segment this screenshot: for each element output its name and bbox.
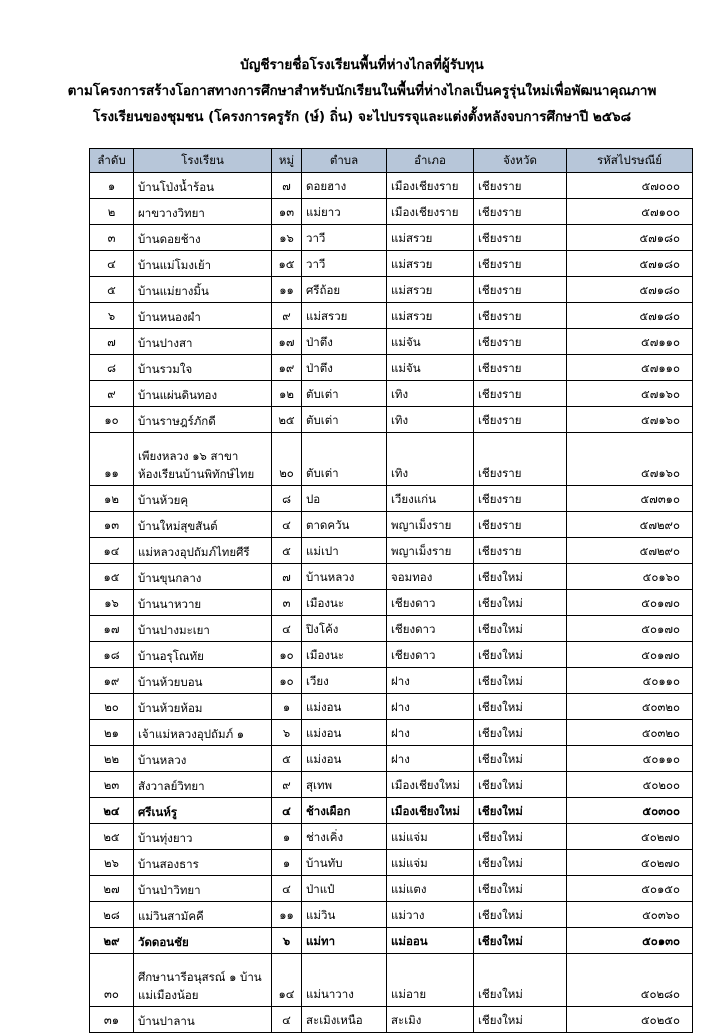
table-row	[90, 850, 693, 876]
amphoe-cell: เชียงดาว	[387, 590, 474, 616]
table-row	[90, 433, 693, 486]
school-name-cell: ศรีเนห์รู	[134, 798, 272, 824]
school-name-cell: บ้านอรุโณทัย	[134, 642, 272, 668]
school-name-cell: บ้านใหม่สุขสันต์	[134, 512, 272, 538]
tambon-cell: ช้างเผือก	[302, 798, 387, 824]
tambon-cell: เมืองนะ	[302, 642, 387, 668]
amphoe-cell: แม่จัน	[387, 355, 474, 381]
village-number-cell: ๑๗	[272, 329, 302, 355]
tambon-cell: แม่เปา	[302, 538, 387, 564]
school-name-cell: บ้านสองธาร	[134, 850, 272, 876]
table-row	[90, 642, 693, 668]
postal-code-cell: ๕๗๑๐๐	[567, 199, 693, 225]
header-moo: หมู่	[272, 149, 302, 173]
amphoe-cell: แม่สรวย	[387, 225, 474, 251]
school-name-cell: เพียงหลวง ๑๖ สาขาห้องเรียนบ้านพิทักษ์ไทย	[134, 433, 272, 486]
postal-code-cell: ๕๐๑๑๐	[567, 668, 693, 694]
school-name-cell: บ้านขุนกลาง	[134, 564, 272, 590]
school-name-cell: บ้านโป่งน้ำร้อน	[134, 173, 272, 199]
postal-code-cell: ๕๗๐๐๐	[567, 173, 693, 199]
tambon-cell: วาวี	[302, 251, 387, 277]
amphoe-cell: แม่อาย	[387, 954, 474, 1007]
postal-code-cell: ๕๐๑๗๐	[567, 590, 693, 616]
province-cell: เชียงราย	[474, 329, 567, 355]
table-row	[90, 616, 693, 642]
school-name-cell: บ้านดอยช้าง	[134, 225, 272, 251]
postal-code-cell: ๕๐๑๓๐	[567, 928, 693, 954]
table-row	[90, 251, 693, 277]
province-cell: เชียงใหม่	[474, 720, 567, 746]
tambon-cell: ป่าตึง	[302, 355, 387, 381]
table-row	[90, 564, 693, 590]
village-number-cell: ๑๔	[272, 954, 302, 1007]
amphoe-cell: แม่สรวย	[387, 303, 474, 329]
province-cell: เชียงใหม่	[474, 642, 567, 668]
row-number-cell: ๒๔	[90, 798, 134, 824]
amphoe-cell: เทิง	[387, 407, 474, 433]
tambon-cell: ตาดควัน	[302, 512, 387, 538]
postal-code-cell: ๕๐๑๕๐	[567, 876, 693, 902]
school-name-cell: แม่วินสามัคคี	[134, 902, 272, 928]
amphoe-cell: แม่จัน	[387, 329, 474, 355]
school-name-cell: ผาขวางวิทยา	[134, 199, 272, 225]
table-row	[90, 199, 693, 225]
tambon-cell: เมืองนะ	[302, 590, 387, 616]
province-cell: เชียงใหม่	[474, 850, 567, 876]
province-cell: เชียงราย	[474, 512, 567, 538]
school-name-cell: บ้านแผ่นดินทอง	[134, 381, 272, 407]
row-number-cell: ๒๘	[90, 902, 134, 928]
row-number-cell: ๑๐	[90, 407, 134, 433]
row-number-cell: ๗	[90, 329, 134, 355]
village-number-cell: ๑๓	[272, 199, 302, 225]
row-number-cell: ๑๔	[90, 538, 134, 564]
postal-code-cell: ๕๗๑๖๐	[567, 407, 693, 433]
postal-code-cell: ๕๗๑๖๐	[567, 433, 693, 486]
tambon-cell: แม่งอน	[302, 720, 387, 746]
row-number-cell: ๙	[90, 381, 134, 407]
amphoe-cell: สะเมิง	[387, 1007, 474, 1033]
postal-code-cell: ๕๐๑๑๐	[567, 746, 693, 772]
tambon-cell: แม่นาวาง	[302, 954, 387, 1007]
village-number-cell: ๔	[272, 616, 302, 642]
row-number-cell: ๑๓	[90, 512, 134, 538]
table-row	[90, 824, 693, 850]
table-row	[90, 720, 693, 746]
row-number-cell: ๑๗	[90, 616, 134, 642]
village-number-cell: ๑๙	[272, 355, 302, 381]
table-row	[90, 668, 693, 694]
postal-code-cell: ๕๐๓๐๐	[567, 798, 693, 824]
school-name-cell: ศึกษานารีอนุสรณ์ ๑ บ้านแม่เมืองน้อย	[134, 954, 272, 1007]
tambon-cell: สุเทพ	[302, 772, 387, 798]
village-number-cell: ๑๐	[272, 642, 302, 668]
school-name-cell: บ้านแม่โมงเย้า	[134, 251, 272, 277]
school-name-cell: บ้านราษฎร์ภักดี	[134, 407, 272, 433]
province-cell: เชียงใหม่	[474, 772, 567, 798]
tambon-cell: แม่ทา	[302, 928, 387, 954]
postal-code-cell: ๕๗๑๑๐	[567, 355, 693, 381]
amphoe-cell: เมืองเชียงราย	[387, 173, 474, 199]
village-number-cell: ๗	[272, 173, 302, 199]
village-number-cell: ๙	[272, 772, 302, 798]
row-number-cell: ๒๓	[90, 772, 134, 798]
amphoe-cell: เทิง	[387, 433, 474, 486]
postal-code-cell: ๕๗๓๑๐	[567, 486, 693, 512]
table-row	[90, 954, 693, 1007]
amphoe-cell: เทิง	[387, 381, 474, 407]
school-name-cell: วัดดอนชัย	[134, 928, 272, 954]
village-number-cell: ๕	[272, 538, 302, 564]
row-number-cell: ๑	[90, 173, 134, 199]
table-header-row	[90, 149, 693, 173]
village-number-cell: ๑๐	[272, 668, 302, 694]
province-cell: เชียงราย	[474, 433, 567, 486]
tambon-cell: ปิงโค้ง	[302, 616, 387, 642]
amphoe-cell: แม่สรวย	[387, 277, 474, 303]
row-number-cell: ๒	[90, 199, 134, 225]
amphoe-cell: พญาเม็งราย	[387, 538, 474, 564]
province-cell: เชียงใหม่	[474, 798, 567, 824]
province-cell: เชียงใหม่	[474, 1007, 567, 1033]
village-number-cell: ๑	[272, 850, 302, 876]
header-zip: รหัสไปรษณีย์	[567, 149, 693, 173]
amphoe-cell: เมืองเชียงใหม่	[387, 798, 474, 824]
postal-code-cell: ๕๐๒๐๐	[567, 772, 693, 798]
village-number-cell: ๔	[272, 512, 302, 538]
village-number-cell: ๙	[272, 303, 302, 329]
tambon-cell: ปอ	[302, 486, 387, 512]
postal-code-cell: ๕๐๑๗๐	[567, 616, 693, 642]
school-name-cell: บ้านรวมใจ	[134, 355, 272, 381]
table-row	[90, 355, 693, 381]
row-number-cell: ๑๘	[90, 642, 134, 668]
table-row	[90, 746, 693, 772]
tambon-cell: บ้านหลวง	[302, 564, 387, 590]
table-row	[90, 1007, 693, 1033]
postal-code-cell: ๕๐๒๗๐	[567, 850, 693, 876]
school-name-cell: บ้านปางสา	[134, 329, 272, 355]
amphoe-cell: ฝาง	[387, 668, 474, 694]
amphoe-cell: แม่แตง	[387, 876, 474, 902]
village-number-cell: ๖	[272, 928, 302, 954]
province-cell: เชียงราย	[474, 303, 567, 329]
tambon-cell: แม่ยาว	[302, 199, 387, 225]
school-name-cell: บ้านห้วยคุ	[134, 486, 272, 512]
village-number-cell: ๑๑	[272, 902, 302, 928]
row-number-cell: ๒๕	[90, 824, 134, 850]
province-cell: เชียงราย	[474, 407, 567, 433]
postal-code-cell: ๕๐๑๖๐	[567, 564, 693, 590]
header-school: โรงเรียน	[134, 149, 272, 173]
village-number-cell: ๑๕	[272, 251, 302, 277]
table-row	[90, 798, 693, 824]
village-number-cell: ๔	[272, 1007, 302, 1033]
province-cell: เชียงราย	[474, 381, 567, 407]
amphoe-cell: ฝาง	[387, 694, 474, 720]
row-number-cell: ๑๒	[90, 486, 134, 512]
table-row	[90, 329, 693, 355]
row-number-cell: ๖	[90, 303, 134, 329]
amphoe-cell: แม่สรวย	[387, 251, 474, 277]
amphoe-cell: เมืองเชียงใหม่	[387, 772, 474, 798]
row-number-cell: ๑๑	[90, 433, 134, 486]
village-number-cell: ๒๐	[272, 433, 302, 486]
province-cell: เชียงใหม่	[474, 616, 567, 642]
postal-code-cell: ๕๐๓๖๐	[567, 902, 693, 928]
tambon-cell: แม่สรวย	[302, 303, 387, 329]
school-name-cell: แม่หลวงอุปถัมภ์ไทยศีรี	[134, 538, 272, 564]
amphoe-cell: เชียงดาว	[387, 616, 474, 642]
postal-code-cell: ๕๗๑๘๐	[567, 277, 693, 303]
row-number-cell: ๒๐	[90, 694, 134, 720]
school-name-cell: บ้านป่าวิทยา	[134, 876, 272, 902]
row-number-cell: ๓	[90, 225, 134, 251]
province-cell: เชียงใหม่	[474, 590, 567, 616]
row-number-cell: ๘	[90, 355, 134, 381]
school-list-table	[89, 148, 693, 1033]
village-number-cell: ๔	[272, 798, 302, 824]
tambon-cell: ตับเต่า	[302, 433, 387, 486]
postal-code-cell: ๕๗๒๙๐	[567, 512, 693, 538]
postal-code-cell: ๕๐๒๗๐	[567, 824, 693, 850]
row-number-cell: ๓๐	[90, 954, 134, 1007]
province-cell: เชียงใหม่	[474, 876, 567, 902]
village-number-cell: ๑๑	[272, 277, 302, 303]
province-cell: เชียงใหม่	[474, 564, 567, 590]
row-number-cell: ๒๑	[90, 720, 134, 746]
amphoe-cell: แม่แจ่ม	[387, 850, 474, 876]
table-body	[90, 173, 693, 1033]
postal-code-cell: ๕๗๑๑๐	[567, 329, 693, 355]
tambon-cell: บ้านทับ	[302, 850, 387, 876]
tambon-cell: ป่าแป๋	[302, 876, 387, 902]
province-cell: เชียงใหม่	[474, 668, 567, 694]
title-line-1: บัญชีรายชื่อโรงเรียนพื้นที่ห่างไกลที่ผู้รับทุน	[240, 57, 484, 73]
tambon-cell: วาวี	[302, 225, 387, 251]
amphoe-cell: ฝาง	[387, 720, 474, 746]
school-name-cell: บ้านห้วยห้อม	[134, 694, 272, 720]
village-number-cell: ๖	[272, 720, 302, 746]
school-name-cell: สังวาลย์วิทยา	[134, 772, 272, 798]
village-number-cell: ๑๖	[272, 225, 302, 251]
row-number-cell: ๑๕	[90, 564, 134, 590]
row-number-cell: ๒๖	[90, 850, 134, 876]
tambon-cell: เวียง	[302, 668, 387, 694]
postal-code-cell: ๕๐๒๕๐	[567, 1007, 693, 1033]
table-row	[90, 381, 693, 407]
village-number-cell: ๑	[272, 694, 302, 720]
province-cell: เชียงใหม่	[474, 824, 567, 850]
village-number-cell: ๑๒	[272, 381, 302, 407]
school-name-cell: บ้านทุ่งยาว	[134, 824, 272, 850]
postal-code-cell: ๕๗๑๘๐	[567, 303, 693, 329]
header-province: จังหวัด	[474, 149, 567, 173]
postal-code-cell: ๕๐๓๒๐	[567, 720, 693, 746]
table-row	[90, 303, 693, 329]
table-row	[90, 512, 693, 538]
school-name-cell: บ้านหนองผำ	[134, 303, 272, 329]
village-number-cell: ๒๕	[272, 407, 302, 433]
row-number-cell: ๒๗	[90, 876, 134, 902]
province-cell: เชียงราย	[474, 225, 567, 251]
tambon-cell: ช่างเคิ่ง	[302, 824, 387, 850]
province-cell: เชียงราย	[474, 173, 567, 199]
amphoe-cell: เมืองเชียงราย	[387, 199, 474, 225]
table-row	[90, 876, 693, 902]
tambon-cell: สะเมิงเหนือ	[302, 1007, 387, 1033]
province-cell: เชียงใหม่	[474, 694, 567, 720]
province-cell: เชียงใหม่	[474, 954, 567, 1007]
village-number-cell: ๘	[272, 486, 302, 512]
postal-code-cell: ๕๐๓๒๐	[567, 694, 693, 720]
header-amphoe: อำเภอ	[387, 149, 474, 173]
title-line-3: โรงเรียนของชุมชน (โครงการครูรัก (ษ์) ถิ่น) จะไปบรรจุและแต่งตั้งหลังจบการศึกษาปี ๒๕๖๘	[92, 109, 632, 125]
village-number-cell: ๔	[272, 876, 302, 902]
tambon-cell: แม่งอน	[302, 694, 387, 720]
postal-code-cell: ๕๗๒๙๐	[567, 538, 693, 564]
province-cell: เชียงราย	[474, 486, 567, 512]
province-cell: เชียงราย	[474, 277, 567, 303]
table-row	[90, 486, 693, 512]
row-number-cell: ๑๙	[90, 668, 134, 694]
province-cell: เชียงใหม่	[474, 902, 567, 928]
table-row	[90, 407, 693, 433]
tambon-cell: ศรีถ้อย	[302, 277, 387, 303]
row-number-cell: ๓๑	[90, 1007, 134, 1033]
province-cell: เชียงใหม่	[474, 746, 567, 772]
amphoe-cell: จอมทอง	[387, 564, 474, 590]
village-number-cell: ๑	[272, 824, 302, 850]
row-number-cell: ๒๒	[90, 746, 134, 772]
amphoe-cell: ฝาง	[387, 746, 474, 772]
province-cell: เชียงราย	[474, 199, 567, 225]
tambon-cell: แม่งอน	[302, 746, 387, 772]
row-number-cell: ๒๙	[90, 928, 134, 954]
table-row	[90, 590, 693, 616]
province-cell: เชียงราย	[474, 538, 567, 564]
header-tambon: ตำบล	[302, 149, 387, 173]
tambon-cell: ป่าตึง	[302, 329, 387, 355]
amphoe-cell: เชียงดาว	[387, 642, 474, 668]
header-no: ลำดับ	[90, 149, 134, 173]
table-row	[90, 173, 693, 199]
row-number-cell: ๑๖	[90, 590, 134, 616]
title-line-2: ตามโครงการสร้างโอกาสทางการศึกษาสำหรับนักเรียนในพื้นที่ห่างไกลเป็นครูรุ่นใหม่เพื่อพัฒนาคุณภาพ	[67, 83, 657, 99]
postal-code-cell: ๕๐๒๘๐	[567, 954, 693, 1007]
row-number-cell: ๕	[90, 277, 134, 303]
table-row	[90, 902, 693, 928]
school-name-cell: บ้านห้วยบอน	[134, 668, 272, 694]
row-number-cell: ๔	[90, 251, 134, 277]
table-row	[90, 928, 693, 954]
school-name-cell: เจ้าแม่หลวงอุปถัมภ์ ๑	[134, 720, 272, 746]
village-number-cell: ๓	[272, 590, 302, 616]
tambon-cell: แม่วิน	[302, 902, 387, 928]
province-cell: เชียงราย	[474, 251, 567, 277]
postal-code-cell: ๕๗๑๘๐	[567, 251, 693, 277]
table-row	[90, 277, 693, 303]
amphoe-cell: เวียงแก่น	[387, 486, 474, 512]
postal-code-cell: ๕๐๑๗๐	[567, 642, 693, 668]
amphoe-cell: พญาเม็งราย	[387, 512, 474, 538]
amphoe-cell: แม่ออน	[387, 928, 474, 954]
table-row	[90, 538, 693, 564]
table-row	[90, 225, 693, 251]
province-cell: เชียงราย	[474, 355, 567, 381]
table-row	[90, 694, 693, 720]
amphoe-cell: แม่วาง	[387, 902, 474, 928]
school-name-cell: บ้านปาลาน	[134, 1007, 272, 1033]
school-name-cell: บ้านนาหวาย	[134, 590, 272, 616]
amphoe-cell: แม่แจ่ม	[387, 824, 474, 850]
school-name-cell: บ้านหลวง	[134, 746, 272, 772]
postal-code-cell: ๕๗๑๘๐	[567, 225, 693, 251]
village-number-cell: ๕	[272, 746, 302, 772]
tambon-cell: ตับเต่า	[302, 407, 387, 433]
table-row	[90, 772, 693, 798]
postal-code-cell: ๕๗๑๖๐	[567, 381, 693, 407]
school-name-cell: บ้านแม่ยางมิ้น	[134, 277, 272, 303]
school-name-cell: บ้านปางมะเยา	[134, 616, 272, 642]
tambon-cell: ตับเต่า	[302, 381, 387, 407]
document-title-block	[0, 52, 724, 130]
province-cell: เชียงใหม่	[474, 928, 567, 954]
village-number-cell: ๗	[272, 564, 302, 590]
tambon-cell: ดอยฮาง	[302, 173, 387, 199]
